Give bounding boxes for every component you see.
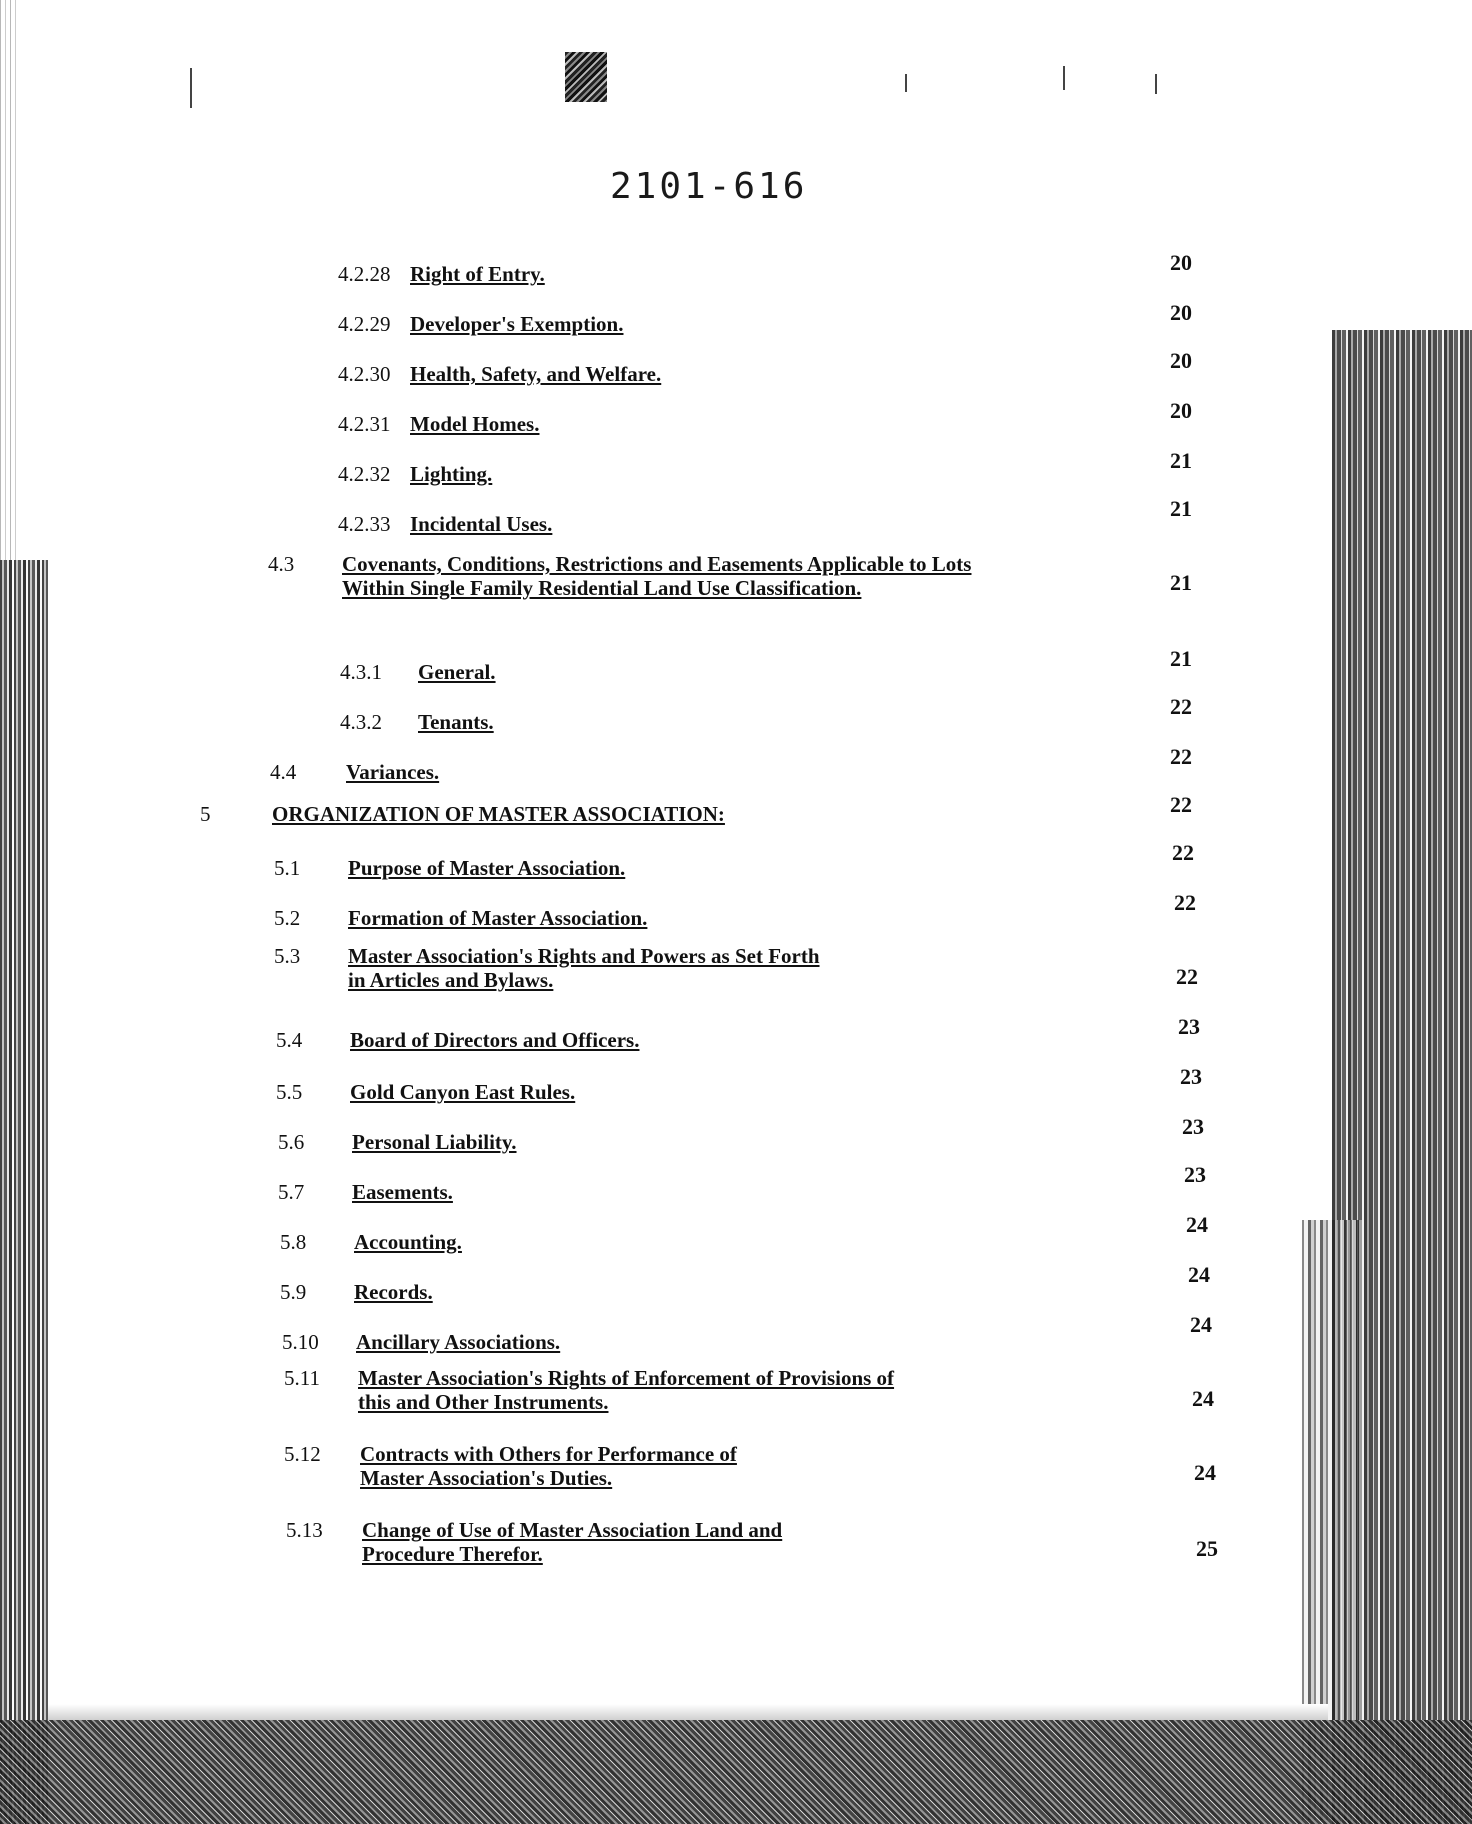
toc-section-number: 5.2 (274, 906, 301, 930)
scan-artifact-left-top (0, 0, 20, 560)
scan-tick-mark (1063, 66, 1065, 90)
scan-artifact-bottom-edge (48, 1704, 1328, 1720)
toc-page-number: 22 (1172, 840, 1194, 865)
scan-tick-mark (1155, 74, 1157, 94)
toc-entry-title: Lighting. (410, 462, 493, 486)
toc-page-number: 22 (1176, 964, 1198, 989)
toc-entry-title: Board of Directors and Officers. (350, 1028, 640, 1052)
toc-entry-title: Records. (354, 1280, 433, 1304)
toc-page-number: 24 (1190, 1312, 1212, 1337)
toc-section-number: 5.12 (284, 1442, 321, 1466)
toc-entry-title: Ancillary Associations. (356, 1330, 561, 1354)
toc-page-number: 22 (1170, 744, 1192, 769)
toc-section-number: 5.11 (284, 1366, 320, 1390)
toc-section-number: 5.5 (276, 1080, 303, 1104)
toc-section-number: 4.2.32 (338, 462, 391, 486)
toc-page-number: 20 (1170, 300, 1192, 325)
toc-page-number: 22 (1170, 792, 1192, 817)
toc-section-number: 4.2.30 (338, 362, 391, 386)
toc-entry-title: Procedure Therefor. (362, 1542, 543, 1566)
toc-section-number: 4.4 (270, 760, 297, 784)
toc-page-number: 20 (1170, 398, 1192, 423)
toc-section-number: 5.1 (274, 856, 301, 880)
scan-tick-mark (190, 68, 192, 108)
toc-entry-title: this and Other Instruments. (358, 1390, 609, 1414)
scan-artifact-bottom (0, 1720, 1472, 1824)
toc-entry-title: Change of Use of Master Association Land and (362, 1518, 783, 1542)
toc-page-number: 24 (1188, 1262, 1210, 1287)
toc-page-number: 23 (1178, 1014, 1200, 1039)
toc-section-number: 5.6 (278, 1130, 305, 1154)
scan-artifact-left (0, 560, 48, 1824)
toc-entry-title: Master Association's Rights and Powers as Set Forth (348, 944, 820, 968)
toc-entry-title: Contracts with Others for Performance of (360, 1442, 737, 1466)
toc-entry-title: Purpose of Master Association. (348, 856, 626, 880)
scan-blot-mark (565, 52, 607, 102)
toc-entry-title: Variances. (346, 760, 440, 784)
toc-section-number: 5 (200, 802, 211, 826)
toc-entry-title: Personal Liability. (352, 1130, 517, 1154)
toc-section-number: 4.3.2 (340, 710, 382, 734)
toc-section-number: 4.2.31 (338, 412, 391, 436)
toc-page-number: 21 (1170, 646, 1192, 671)
toc-entry-title: Right of Entry. (410, 262, 545, 286)
toc-entry-title: Incidental Uses. (410, 512, 553, 536)
toc-section-number: 4.2.28 (338, 262, 391, 286)
toc-entry-title: Gold Canyon East Rules. (350, 1080, 576, 1104)
toc-section-number: 5.4 (276, 1028, 303, 1052)
toc-entry-title: Master Association's Duties. (360, 1466, 613, 1490)
toc-section-number: 4.2.33 (338, 512, 391, 536)
toc-section-number: 5.7 (278, 1180, 305, 1204)
toc-entry-title: Covenants, Conditions, Restrictions and Easements Applicable to Lots (342, 552, 972, 576)
toc-page-number: 23 (1180, 1064, 1202, 1089)
toc-page-number: 25 (1196, 1536, 1218, 1561)
toc-section-number: 4.3 (268, 552, 295, 576)
toc-entry-title: General. (418, 660, 496, 684)
toc-entry-title: Easements. (352, 1180, 453, 1204)
toc-entry-title: Master Association's Rights of Enforcement of Provisions of (358, 1366, 895, 1390)
toc-page-number: 24 (1194, 1460, 1216, 1485)
toc-entry-title: Model Homes. (410, 412, 540, 436)
toc-entry-title: Health, Safety, and Welfare. (410, 362, 662, 386)
toc-section-number: 5.8 (280, 1230, 307, 1254)
toc-entry-title: in Articles and Bylaws. (348, 968, 554, 992)
toc-section-number: 5.10 (282, 1330, 319, 1354)
toc-section-number: 4.3.1 (340, 660, 382, 684)
toc-entry-title: Within Single Family Residential Land Use Classification. (342, 576, 862, 600)
toc-page-number: 24 (1186, 1212, 1208, 1237)
toc-page-number: 22 (1174, 890, 1196, 915)
toc-entry-title: ORGANIZATION OF MASTER ASSOCIATION: (272, 802, 725, 826)
toc-section-number: 5.3 (274, 944, 301, 968)
toc-entry-title: Tenants. (418, 710, 494, 734)
toc-page-number: 23 (1182, 1114, 1204, 1139)
toc-page-number: 22 (1170, 694, 1192, 719)
toc-page-number: 21 (1170, 570, 1192, 595)
scan-tick-mark (905, 74, 907, 92)
document-number: 2101-616 (610, 166, 808, 207)
toc-section-number: 5.9 (280, 1280, 307, 1304)
toc-page-number: 21 (1170, 448, 1192, 473)
toc-section-number: 4.2.29 (338, 312, 391, 336)
toc-page-number: 24 (1192, 1386, 1214, 1411)
toc-page-number: 23 (1184, 1162, 1206, 1187)
toc-page-number: 20 (1170, 348, 1192, 373)
toc-section-number: 5.13 (286, 1518, 323, 1542)
toc-entry-title: Formation of Master Association. (348, 906, 648, 930)
toc-entry-title: Accounting. (354, 1230, 462, 1254)
toc-page-number: 21 (1170, 496, 1192, 521)
toc-page-number: 20 (1170, 250, 1192, 275)
toc-entry-title: Developer's Exemption. (410, 312, 624, 336)
